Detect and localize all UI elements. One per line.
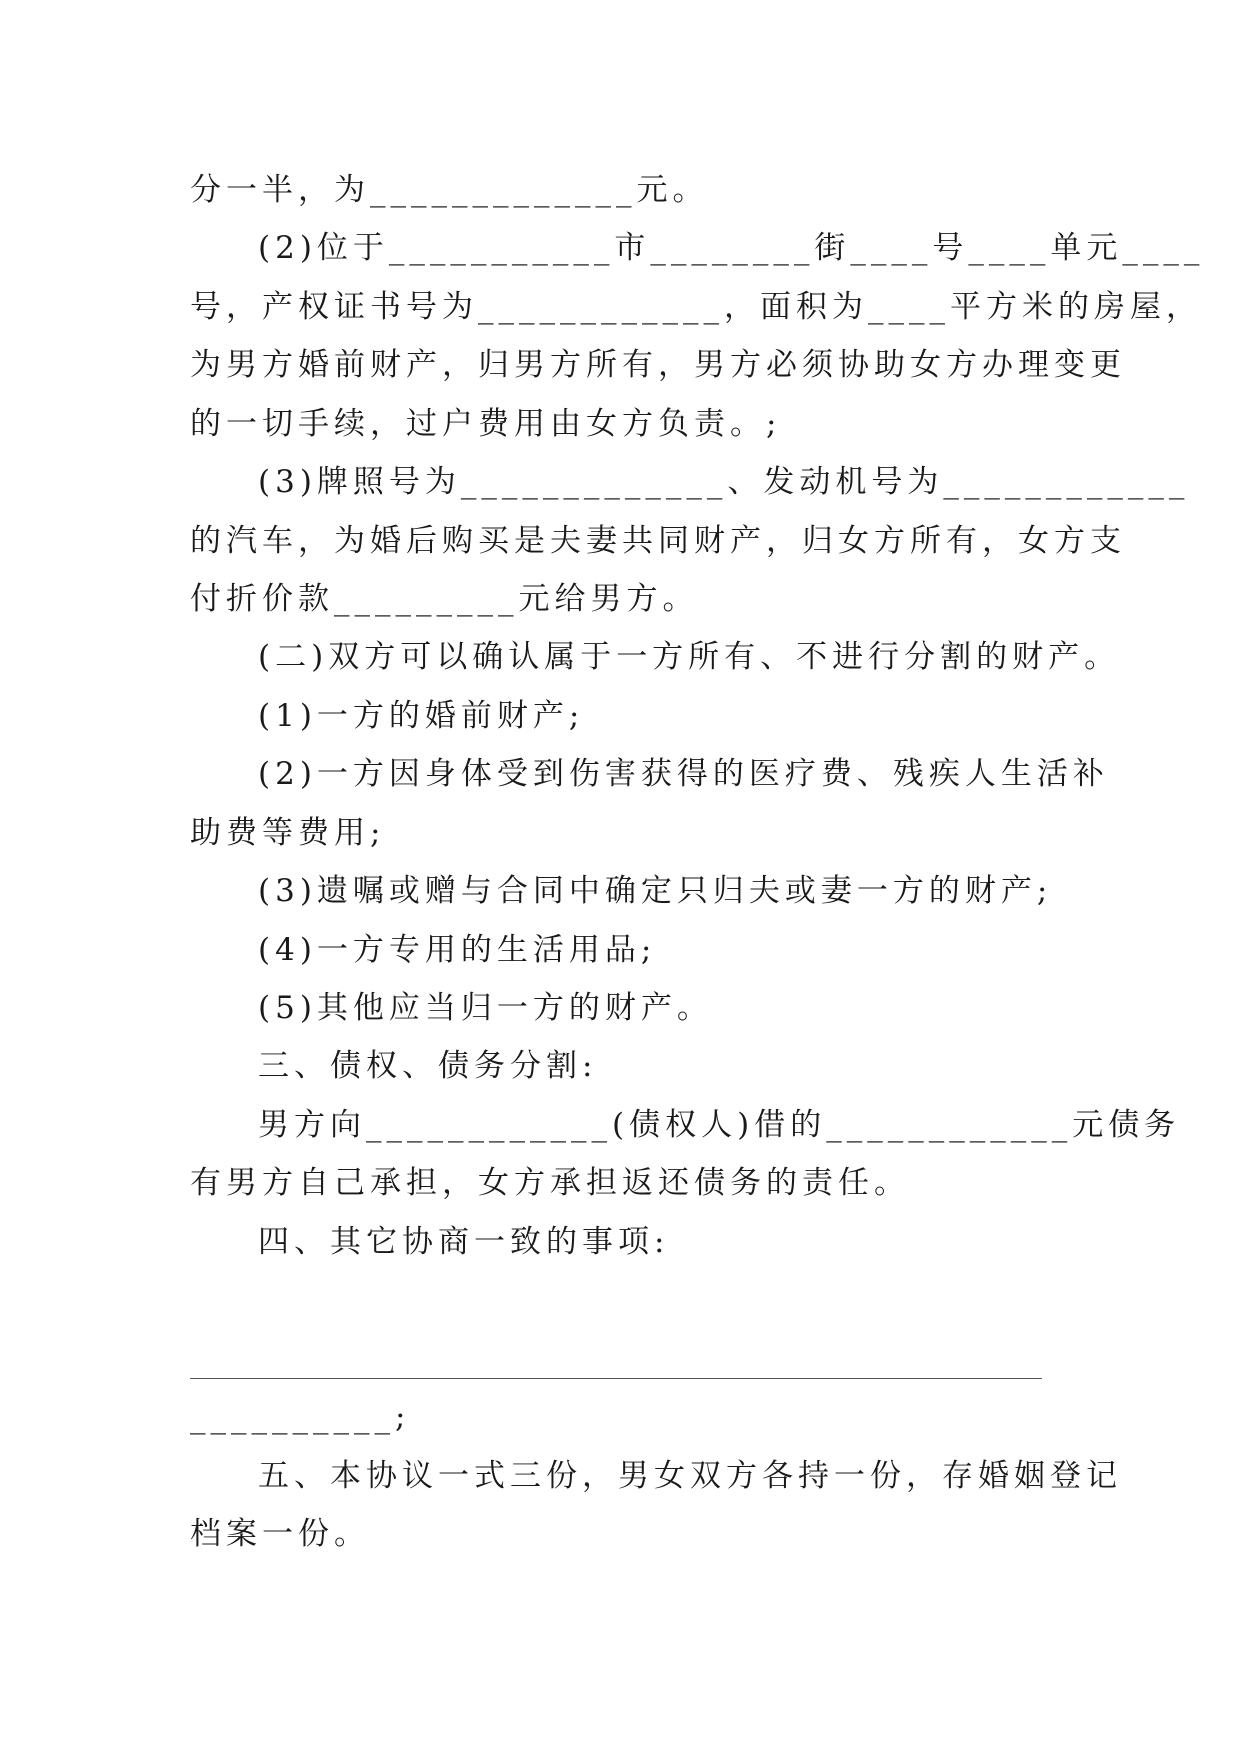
text-line: (5)其他应当归一方的财产。 (258, 990, 713, 1026)
text-line: 有男方自己承担，女方承担返还债务的责任。 (190, 1165, 910, 1201)
text-line: (3)牌照号为_____________、发动机号为____________ (258, 464, 1190, 500)
text-line: (2)位于___________市________街____号____单元____ (258, 230, 1205, 266)
text-line: 助费等费用; (190, 815, 386, 851)
text-line: (2)一方因身体受到伤害获得的医疗费、残疾人生活补 (258, 756, 1109, 792)
text-line: (3)遗嘱或赠与合同中确定只归夫或妻一方的财产; (258, 873, 1053, 909)
text-line: 的汽车，为婚后购买是夫妻共同财产，归女方所有，女方支 (190, 523, 1126, 559)
text-line: (1)一方的婚前财产; (258, 698, 585, 734)
text-line: (4)一方专用的生活用品; (258, 932, 657, 968)
text-line: 号，产权证书号为____________，面积为____平方米的房屋， (190, 289, 1202, 325)
text-line: 档案一份。 (190, 1516, 370, 1552)
text-line: 男方向____________(债权人)借的____________元债务 (258, 1107, 1181, 1143)
text-line: 为男方婚前财产，归男方所有，男方必须协助女方办理变更 (190, 347, 1126, 383)
text-line: __________; (190, 1399, 411, 1435)
section-heading: 五、本协议一式三份，男女双方各持一份，存婚姻登记 (258, 1458, 1122, 1494)
fill-in-blank-line (190, 1378, 1042, 1379)
section-heading: (二)双方可以确认属于一方所有、不进行分割的财产。 (258, 639, 1121, 675)
text-line: 的一切手续，过户费用由女方负责。; (190, 406, 782, 442)
section-heading: 四、其它协商一致的事项: (258, 1224, 670, 1260)
section-heading: 三、债权、债务分割: (258, 1048, 598, 1084)
text-line: 付折价款_________元给男方。 (190, 581, 699, 617)
text-line: 分一半，为_____________元。 (190, 172, 709, 208)
